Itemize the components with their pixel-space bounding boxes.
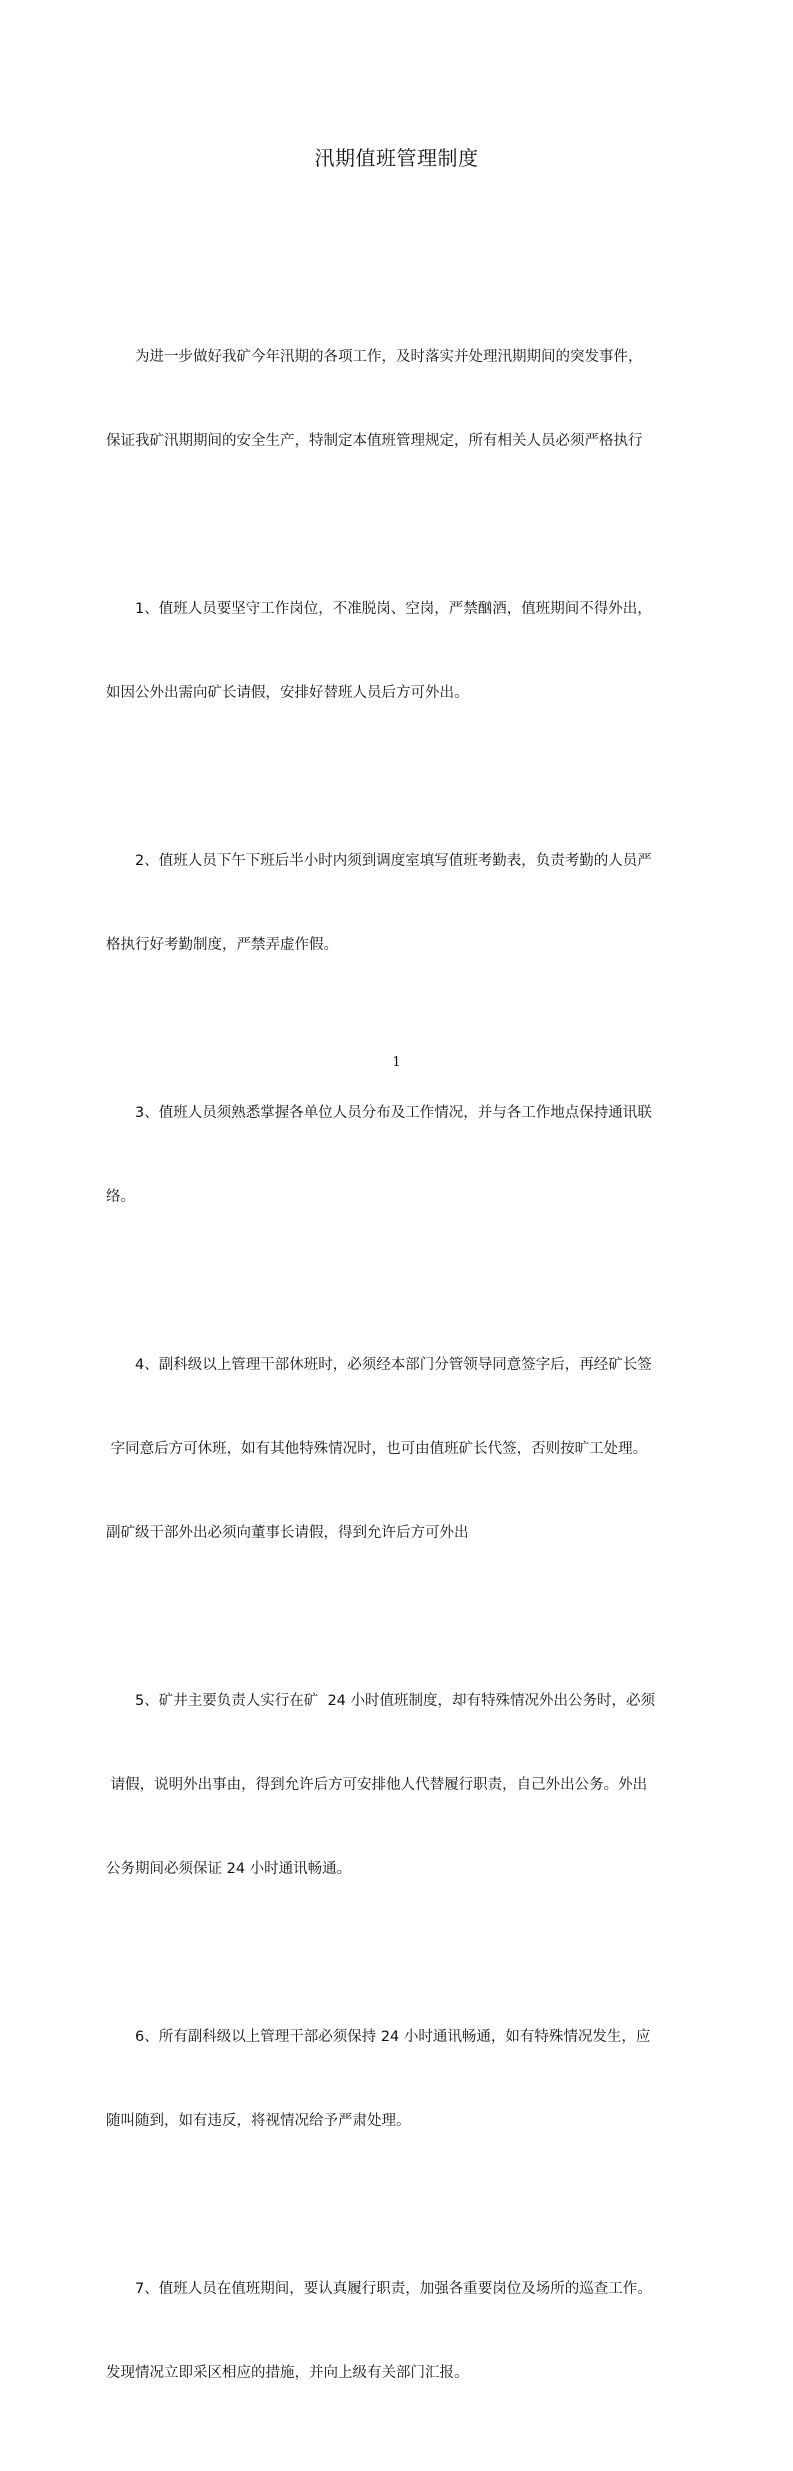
paragraph-line: 如因公外出需向矿长请假，安排好替班人员后方可外出。 [106,685,469,701]
paragraph-line: 3、值班人员须熟悉掌握各单位人员分布及工作情况，并与各工作地点保持通讯联 [135,1105,652,1121]
paragraph-line: 6、所有副科级以上管理干部必须保持 24 小时通讯畅通，如有特殊情况发生，应 [135,2029,651,2045]
paragraph-rule-6 [106,1967,706,2191]
paragraph-rule-1 [106,539,706,763]
paragraph-line: 7、值班人员在值班期间，要认真履行职责，加强各重要岗位及场所的巡查工作。 [135,2281,652,2297]
paragraph-rule-7 [106,2219,706,2443]
paragraph-line: 保证我矿汛期期间的安全生产，特制定本值班管理规定，所有相关人员必须严格执行 [106,433,643,449]
paragraph-rule-5 [106,1631,706,1939]
paragraph-line: 公务期间必须保证 24 小时通讯畅通。 [106,1861,352,1877]
paragraph-line: 副矿级干部外出必须向董事长请假，得到允许后方可外出 [106,1525,469,1541]
paragraph-line: 格执行好考勤制度，严禁弄虚作假。 [106,937,338,953]
paragraph-line: 5、矿井主要负责人实行在矿 24 小时值班制度，却有特殊情况外出公务时，必须 [135,1693,656,1709]
paragraph-line: 随叫随到，如有违反，将视情况给予严肃处理。 [106,2113,411,2129]
paragraph-rule-4 [106,1295,706,1603]
paragraph-line: 为进一步做好我矿今年汛期的各项工作，及时落实并处理汛期期间的突发事件， [135,349,643,365]
paragraph-line: 2、值班人员下午下班后半小时内须到调度室填写值班考勤表，负责考勤的人员严 [135,853,652,869]
document-title: 汛期值班管理制度 [314,146,479,170]
paragraph-line: 发现情况立即采区相应的措施，并向上级有关部门汇报。 [106,2365,469,2381]
paragraph-intro [106,287,706,511]
paragraph-rule-3 [106,1043,706,1267]
paragraph-line: 字同意后方可休班，如有其他特殊情况时，也可由值班矿长代签，否则按旷工处理。 [106,1441,648,1457]
paragraph-line: 请假，说明外出事由，得到允许后方可安排他人代替履行职责，自己外出公务。外出 [106,1777,648,1793]
paragraph-line: 1、值班人员要坚守工作岗位，不准脱岗、空岗，严禁酗酒，值班期间不得外出， [135,601,652,617]
document-body [106,287,706,2471]
page-number: 1 [392,1055,401,1070]
paragraph-line: 络。 [106,1189,135,1205]
paragraph-line: 4、副科级以上管理干部休班时，必须经本部门分管领导同意签字后，再经矿长签 [135,1357,652,1373]
paragraph-rule-2 [106,791,706,1015]
